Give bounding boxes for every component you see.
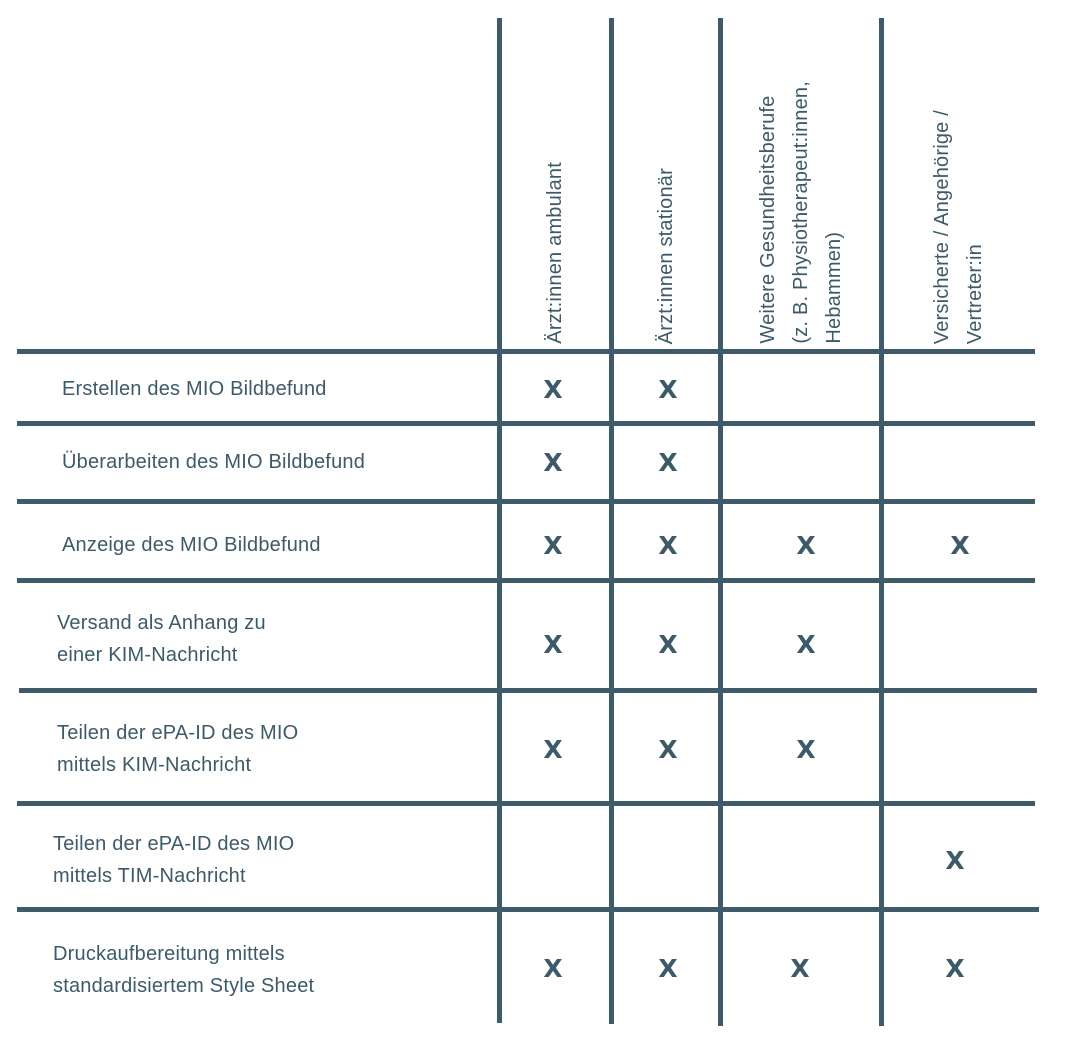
matrix-mark: X (543, 448, 563, 477)
row-divider (17, 907, 1039, 912)
matrix-mark: X (658, 448, 678, 477)
matrix-mark: X (658, 954, 678, 983)
row-divider (17, 499, 1035, 504)
matrix-mark: X (658, 735, 678, 764)
matrix-mark: X (658, 375, 678, 404)
row-divider (17, 349, 1035, 354)
column-header-label: Versicherte / Angehörige / Vertreter:in (931, 109, 986, 344)
matrix-mark: X (950, 531, 970, 560)
matrix-mark: X (543, 375, 563, 404)
matrix-mark: X (945, 954, 965, 983)
row-divider (17, 578, 1035, 583)
matrix-mark: X (543, 531, 563, 560)
row-divider (19, 688, 1037, 693)
matrix-mark: X (543, 735, 563, 764)
row-label-teilen-kim: Teilen der ePA-ID des MIO mittels KIM-Nachricht (57, 722, 299, 776)
row-label-versand-kim: Versand als Anhang zu einer KIM-Nachricht (57, 612, 266, 666)
column-header-label: Ärzt:innen stationär (654, 167, 677, 344)
column-header-label: Weitere Gesundheitsberufe (z. B. Physiotherapeut:innen, Hebammen) (756, 81, 845, 344)
row-label-anzeige: Anzeige des MIO Bildbefund (62, 534, 321, 556)
column-header-aerzte-ambulant (502, 18, 609, 344)
matrix-mark: X (796, 735, 816, 764)
column-header-aerzte-stationaer (614, 18, 718, 344)
column-header-weitere-gesundheitsberufe (723, 18, 879, 344)
row-label-teilen-tim: Teilen der ePA-ID des MIO mittels TIM-Nachricht (53, 833, 295, 887)
matrix-mark: X (658, 531, 678, 560)
row-divider (17, 421, 1035, 426)
row-label-ueberarbeiten: Überarbeiten des MIO Bildbefund (62, 451, 366, 473)
column-header-label: Ärzt:innen ambulant (544, 162, 566, 344)
matrix-mark: X (658, 630, 678, 659)
matrix-mark: X (543, 954, 563, 983)
column-header-versicherte (884, 18, 1034, 344)
row-label-druckaufbereitung: Druckaufbereitung mittels standardisiertem Style Sheet (53, 943, 315, 997)
row-divider (17, 801, 1035, 806)
matrix-mark: X (543, 630, 563, 659)
matrix-mark: X (796, 630, 816, 659)
matrix-mark: X (796, 531, 816, 560)
matrix-mark: X (790, 954, 810, 983)
matrix-mark: X (945, 846, 965, 875)
row-label-erstellen: Erstellen des MIO Bildbefund (62, 378, 327, 400)
